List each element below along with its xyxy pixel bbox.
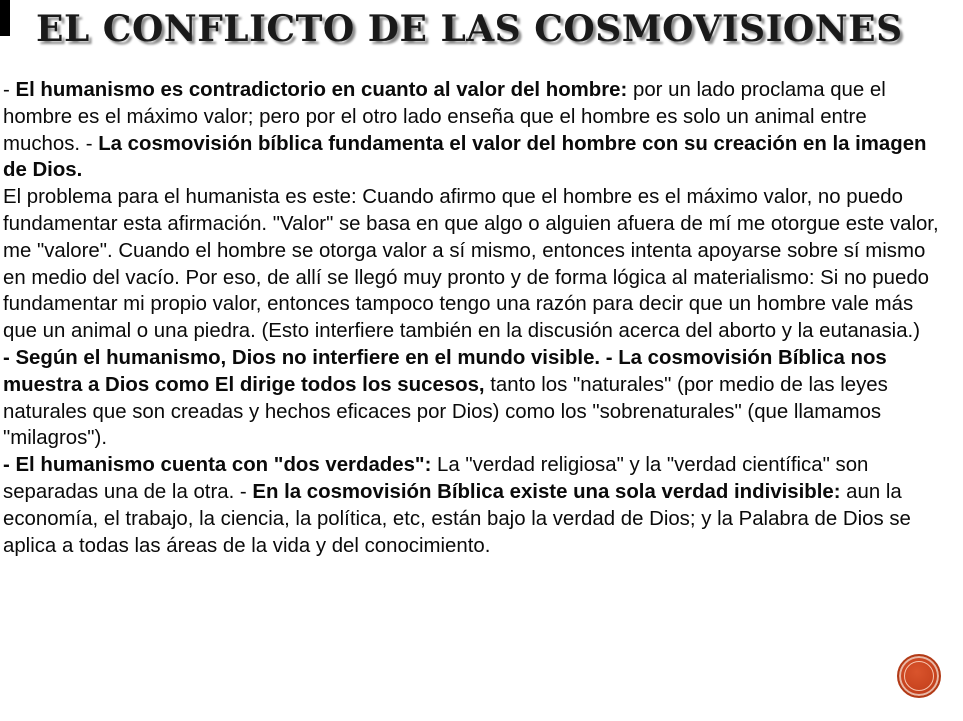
text-run: - (3, 79, 16, 101)
body-paragraph (3, 77, 948, 184)
bold-text-run: - El humanismo cuenta con "dos verdades": (3, 454, 432, 477)
next-slide-button[interactable] (897, 654, 941, 698)
title-accent-bar (0, 0, 10, 36)
body-paragraph (3, 184, 948, 345)
text-run: El problema para el humanista es este: Cuando afirmo que el hombre es el máximo valor, no puedo fundamentar esta afirmación. "Valor" se basa en que algo o alguien afuera de mí me otorgue este valor, me "valore". Cuando el hombre se otorga valor a sí mismo, entonces intenta apoyarse sobre sí mismo en medio del vacío. Por eso, de allí se llegó muy pronto y de forma lógica al materialismo: Si no puedo fundamentar mi propio valor, entonces tampoco tengo una razón para decir que un hombre vale más que un animal o una piedra. (Esto interfiere también en la discusión acerca del aborto y la eutanasia.) (3, 186, 939, 343)
slide-body (3, 77, 948, 559)
slide-title: EL CONFLICTO DE LAS COSMOVISIONES (36, 8, 903, 50)
text-run: tanto los "naturales" (por medio de las leyes naturales que son creadas y hechos eficaces por Dios) como los "sobrenaturales" (que llamamos "milagros"). (3, 373, 888, 450)
bold-text-run: La cosmovisión bíblica fundamenta el valor del hombre con su creación en la imagen de Dios. (3, 132, 927, 182)
body-paragraph (3, 452, 948, 559)
text-run: La "verdad religiosa" y la "verdad científica" son separadas una de la otra. - (3, 454, 869, 503)
text-run: aun la economía, el trabajo, la ciencia, la política, etc, están bajo la verdad de Dios; y la Palabra de Dios se aplica a todas las áreas de la vida y del conocimiento. (3, 480, 911, 557)
text-run: por un lado proclama que el hombre es el máximo valor; pero por el otro lado enseña que el hombre es solo un animal entre muchos. - (3, 79, 886, 155)
bold-text-run: En la cosmovisión Bíblica existe una sola verdad indivisible: (252, 480, 841, 503)
bold-text-run: El humanismo es contradictorio en cuanto al valor del hombre: (15, 79, 628, 101)
bold-text-run: - Según el humanismo, Dios no interfiere en el mundo visible. - La cosmovisión Bíblica nos muestra a Dios como El dirige todos los sucesos, (3, 346, 887, 396)
body-paragraph (3, 345, 948, 452)
